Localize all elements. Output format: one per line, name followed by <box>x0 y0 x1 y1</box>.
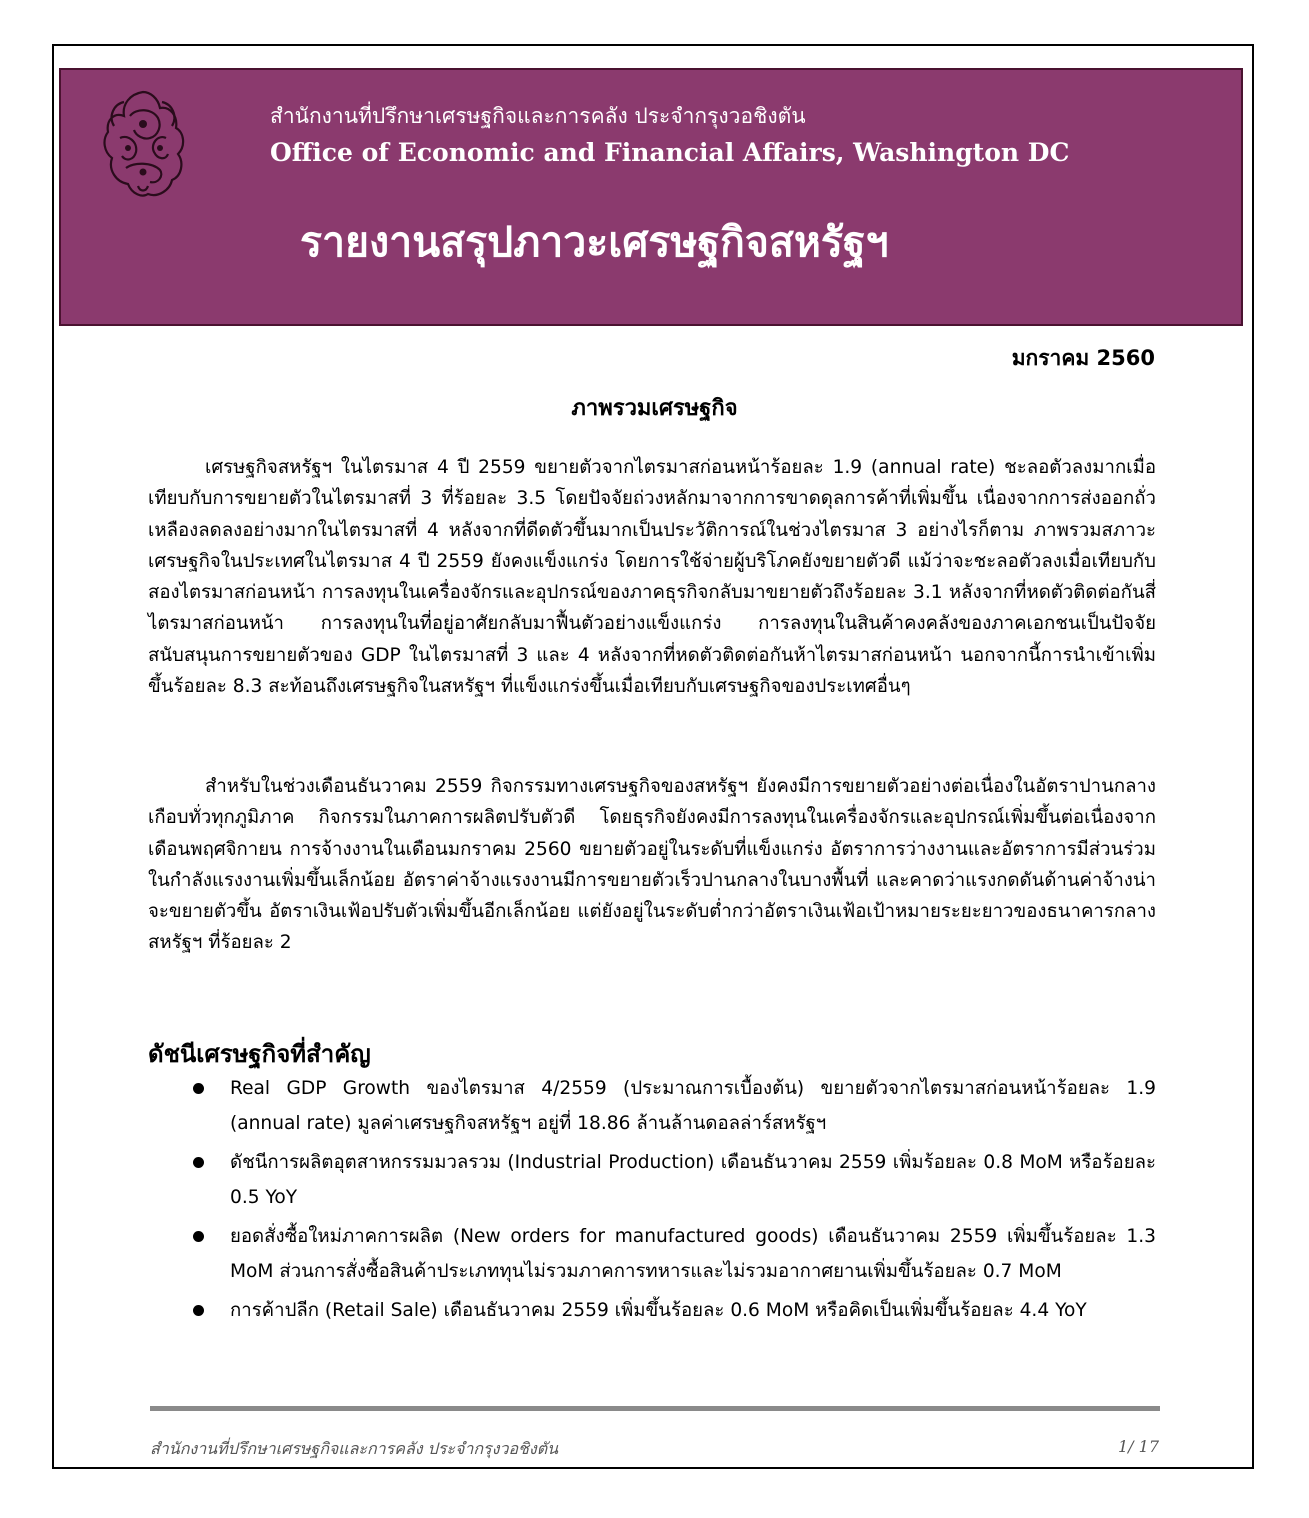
page-number: 1/ 17 <box>1117 1437 1159 1456</box>
indicators-title: ดัชนีเศรษฐกิจที่สำคัญ <box>148 1040 371 1068</box>
bullet-icon <box>193 1231 204 1242</box>
bullet-icon <box>193 1157 204 1168</box>
overview-title: ภาพรวมเศรษฐกิจ <box>571 396 738 421</box>
indicator-text: การค้าปลีก (Retail Sale) เดือนธันวาคม 2559 เพิ่มขึ้นร้อยละ 0.6 MoM หรือคิดเป็นเพิ่มขึ้นร้อยละ 4.4 YoY <box>230 1300 1087 1321</box>
indicators-list <box>148 1072 1156 1334</box>
list-item <box>148 1294 1156 1329</box>
garuda-emblem-icon <box>100 86 186 202</box>
list-item <box>148 1072 1156 1141</box>
footer-office-name: สำนักงานที่ปรึกษาเศรษฐกิจและการคลัง ประจำกรุงวอชิงตัน <box>150 1439 559 1458</box>
list-item <box>148 1220 1156 1289</box>
office-name-thai: สำนักงานที่ปรึกษาเศรษฐกิจและการคลัง ประจำกรุงวอชิงตัน <box>270 104 806 128</box>
bullet-icon <box>193 1305 204 1316</box>
office-name-english: Office of Economic and Financial Affairs, Washington DC <box>270 138 1070 167</box>
indicator-text: ยอดสั่งซื้อใหม่ภาคการผลิต (New orders for manufactured goods) เดือนธันวาคม 2559 เพิ่มขึ้นร้อยละ 1.3 MoM ส่วนการสั่งซื้อสินค้าประเภททุนไม่รวมภาคการทหารและไม่รวมอากาศยานเพิ่มขึ้นร้อยละ 0.7 MoM <box>230 1226 1156 1282</box>
indicator-text: ดัชนีการผลิตอุตสาหกรรมมวลรวม (Industrial Production) เดือนธันวาคม 2559 เพิ่มร้อยละ 0.8 MoM หรือร้อยละ 0.5 YoY <box>230 1152 1156 1208</box>
report-title: รายงานสรุปภาวะเศรษฐกิจสหรัฐฯ <box>300 218 889 266</box>
footer-divider <box>150 1406 1160 1411</box>
indicator-text: Real GDP Growth ของไตรมาส 4/2559 (ประมาณการเบื้องต้น) ขยายตัวจากไตรมาสก่อนหน้าร้อยละ 1.9 (annual rate) มูลค่าเศรษฐกิจสหรัฐฯ อยู่ที่ 18.86 ล้านล้านดอลล่าร์สหรัฐฯ <box>230 1078 1156 1134</box>
report-date: มกราคม 2560 <box>1011 346 1155 370</box>
overview-paragraph-2: สำหรับในช่วงเดือนธันวาคม 2559 กิจกรรมทางเศรษฐกิจของสหรัฐฯ ยังคงมีการขยายตัวอย่างต่อเนื่องในอัตราปานกลางเกือบทั่วทุกภูมิภาค กิจกรรมในภาคการผลิตปรับตัวดี โดยธุรกิจยังคงมีการลงทุนในเครื่องจักรและอุปกรณ์เพิ่มขึ้นต่อเนื่องจากเดือนพฤศจิกายน การจ้างงานในเดือนมกราคม 2560 ขยายตัวอยู่ในระดับที่แข็งแกร่ง อัตราการว่างงานและอัตราการมีส่วนร่วมในกำลังแรงงานเพิ่มขึ้นเล็กน้อย อัตราค่าจ้างแรงงานมีการขยายตัวเร็วปานกลางในบางพื้นที่ และคาดว่าแรงกดดันด้านค่าจ้างน่าจะขยายตัวขึ้น อัตราเงินเฟ้อปรับตัวเพิ่มขึ้นอีกเล็กน้อย แต่ยังอยู่ในระดับต่ำกว่าอัตราเงินเฟ้อเป้าหมายระยะยาวของธนาคารกลางสหรัฐฯ ที่ร้อยละ 2 <box>148 776 1156 954</box>
list-item <box>148 1146 1156 1215</box>
bullet-icon <box>193 1083 204 1094</box>
overview-paragraph-1: เศรษฐกิจสหรัฐฯ ในไตรมาส 4 ปี 2559 ขยายตัวจากไตรมาสก่อนหน้าร้อยละ 1.9 (annual rate) ชะลอตัวลงมากเมื่อเทียบกับการขยายตัวในไตรมาสที่ 3 ที่ร้อยละ 3.5 โดยปัจจัยถ่วงหลักมาจากการขาดดุลการค้าที่เพิ่มขึ้น เนื่องจากการส่งออกถั่วเหลืองลดลงอย่างมากในไตรมาสที่ 4 หลังจากที่ดีดตัวขึ้นมากเป็นประวัติการณ์ในช่วงไตรมาส 3 อย่างไรก็ตาม ภาพรวมสภาวะเศรษฐกิจในประเทศในไตรมาส 4 ปี 2559 ยังคงแข็งแกร่ง โดยการใช้จ่ายผู้บริโภคยังขยายตัวดี แม้ว่าจะชะลอตัวลงเมื่อเทียบกับสองไตรมาสก่อนหน้า การลงทุนในเครื่องจักรและอุปกรณ์ของภาคธุรกิจกลับมาขยายตัวถึงร้อยละ 3.1 หลังจากที่หดตัวติดต่อกันสี่ไตรมาสก่อนหน้า การลงทุนในที่อยู่อาศัยกลับมาฟื้นตัวอย่างแข็งแกร่ง การลงทุนในสินค้าคงคลังของภาคเอกชนเป็นปัจจัยสนับสนุนการขยายตัวของ GDP ในไตรมาสที่ 3 และ 4 หลังจากที่หดตัวติดต่อกันห้าไตรมาสก่อนหน้า นอกจากนี้การนำเข้าเพิ่มขึ้นร้อยละ 8.3 สะท้อนถึงเศรษฐกิจในสหรัฐฯ ที่แข็งแกร่งขึ้นเมื่อเทียบกับเศรษฐกิจของประเทศอื่นๆ <box>148 457 1156 698</box>
